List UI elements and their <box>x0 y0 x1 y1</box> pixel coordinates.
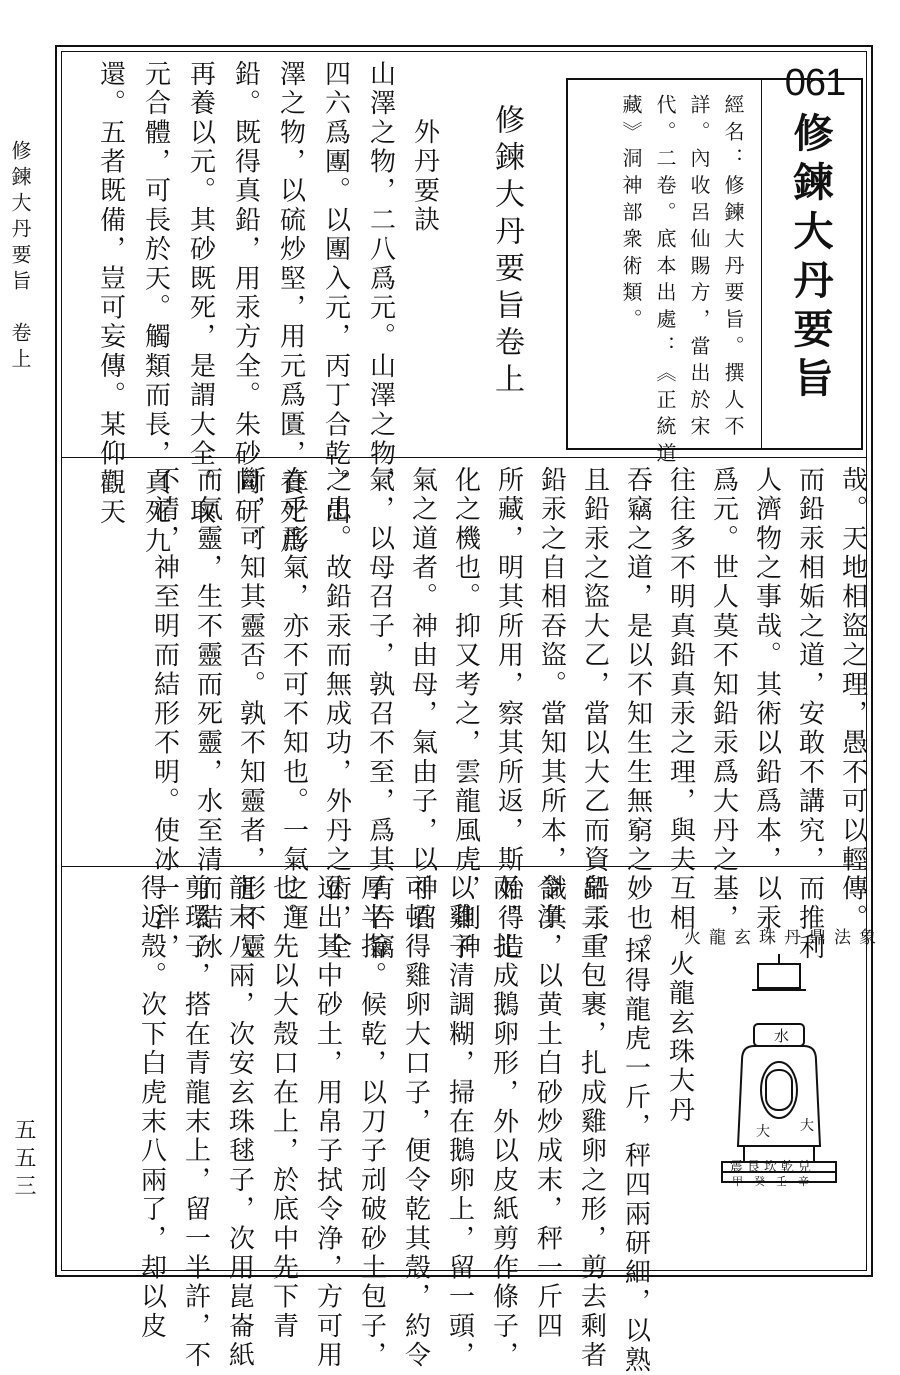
text-column: 所藏，明其所用，察其所返，斯始得造 <box>493 466 524 963</box>
text-column: 再養以元。其砂既死，是謂大全。取 <box>185 60 216 528</box>
illustration-stems: 甲 癸 壬 辛 <box>732 1175 809 1188</box>
text-column: 化之機也。抑又考之，雲龍風虎，則神 <box>450 466 481 963</box>
entry-number: 061 <box>784 62 846 104</box>
cauldron-illustration <box>696 950 856 1200</box>
text-column: 逗出其中砂土，用帛子拭令浄，方可用 <box>312 874 343 1371</box>
text-column: 得近殼。次下白虎末八兩了，却以皮 <box>136 874 167 1342</box>
text-column: 且鉛汞之盜大乙，當以大乙而資鉛汞， <box>579 466 610 963</box>
text-column: 吞竊之道，是以不知生生無窮之妙也。 <box>622 466 653 963</box>
text-column: 厚半指。候乾，以刀子刓破砂土包子， <box>356 874 387 1371</box>
entry-title: 修鍊大丹要旨 <box>787 112 833 406</box>
text-column: 鉛汞之自相吞盜。當知其所本，識其 <box>536 466 567 934</box>
text-column: 斷，可知其靈否。孰不知靈者，形不靈 <box>235 466 266 963</box>
metadata-line: 藏》洞神部衆術類。 <box>619 94 643 336</box>
text-column: 而鉛汞相姤之道，安敢不講究，而推利 <box>794 466 825 963</box>
text-column: 在乎形氣，亦不可不知也。一氣之運 <box>278 466 309 934</box>
text-column: 令浄，以黄土白砂炒成末，秤一斤四 <box>532 874 563 1342</box>
text-column: 氣之道者。神由母，氣由子，以神召 <box>407 466 438 934</box>
running-head: 修鍊大丹要旨 卷上 <box>8 140 32 374</box>
text-column: 以雞子清調糊，掃在鵝卵上，留一頭， <box>444 874 475 1371</box>
section-heading: 外丹要訣 <box>409 118 440 235</box>
chapter-title: 修鍊大丹要旨卷上 <box>489 104 524 400</box>
illustration-corner-label: 大 <box>800 1118 814 1134</box>
illustration-caption: 火龍玄珠丹鼎法象 <box>684 928 884 948</box>
text-column: 剪環子，搭在青龍末上，留一半許，不 <box>180 874 211 1371</box>
metadata-line: 詳。內收呂仙賜方，當出於宋 <box>687 94 711 443</box>
text-column: 人濟物之事哉。其術以鉛爲本，以汞 <box>751 466 782 934</box>
text-column: 可頓得雞卵大口子，便令乾其殼，約令 <box>400 874 431 1371</box>
text-column: 哉。天地相盜之理，愚不可以輕傳。 <box>837 466 868 934</box>
metadata-line: 代。二卷。底本出處：《正統道 <box>653 94 677 470</box>
illustration-water-label: 水 <box>774 1027 790 1045</box>
text-column: 往往多不明真鉛真汞之理，與夫互相 <box>665 466 696 934</box>
illustration-middle-label: 大 <box>756 1124 770 1140</box>
text-column: 山澤之物，二八爲元。山澤之物， <box>365 60 396 498</box>
text-column: 鉛。既得真鉛，用汞方全。朱砂同研， <box>230 60 261 557</box>
entry-header-divider <box>761 78 762 450</box>
text-column: 還。五者既備，豈可妄傳。某仰觀天 <box>95 60 126 528</box>
lid-icon <box>752 954 806 990</box>
text-column: 帛二重包裹，扎成雞卵之形，剪去剩者 <box>576 874 607 1371</box>
text-column: 火龍玄珠大丹 <box>664 950 695 1126</box>
text-column: 四六爲團。以團入元，丙丁合乾。山 <box>320 60 351 528</box>
metadata-line: 經名：修鍊大丹要旨。撰人不 <box>721 94 745 443</box>
text-column: 也。先以大殼口在上，於底中先下青 <box>268 874 299 1342</box>
text-column: 之患。故鉛汞而無成功，外丹之術，全 <box>321 466 352 963</box>
text-column: 龍末八兩，次安玄珠毬子，次用崑崙紙 <box>224 874 255 1371</box>
illustration-trigrams: 震艮坎乾兑 <box>730 1160 816 1175</box>
text-column: 爲元。世人莫不知鉛汞爲大丹之基， <box>708 466 739 934</box>
text-column: 兩，扎成鵝卵形，外以皮紙剪作條子， <box>488 874 519 1371</box>
text-column: 而氣靈，生不靈而死靈，水至清而結冰 <box>192 466 223 963</box>
text-column: 採得龍虎一斤，秤四兩研細，以熟 <box>620 908 651 1375</box>
text-column: 氣，以母召子，孰召不至，爲其有吞竊 <box>364 466 395 963</box>
text-column: 澤之物，以硫炒堅，用元爲匱，養死爲 <box>275 60 306 557</box>
cauldron-body-icon <box>722 1024 836 1182</box>
text-column: 元合體，可長於天。觸類而長，真死九 <box>140 60 171 557</box>
page-number: 五五三 <box>11 1118 36 1202</box>
text-column: 不清，神至明而結形不明。使冰一泮， <box>149 466 180 963</box>
